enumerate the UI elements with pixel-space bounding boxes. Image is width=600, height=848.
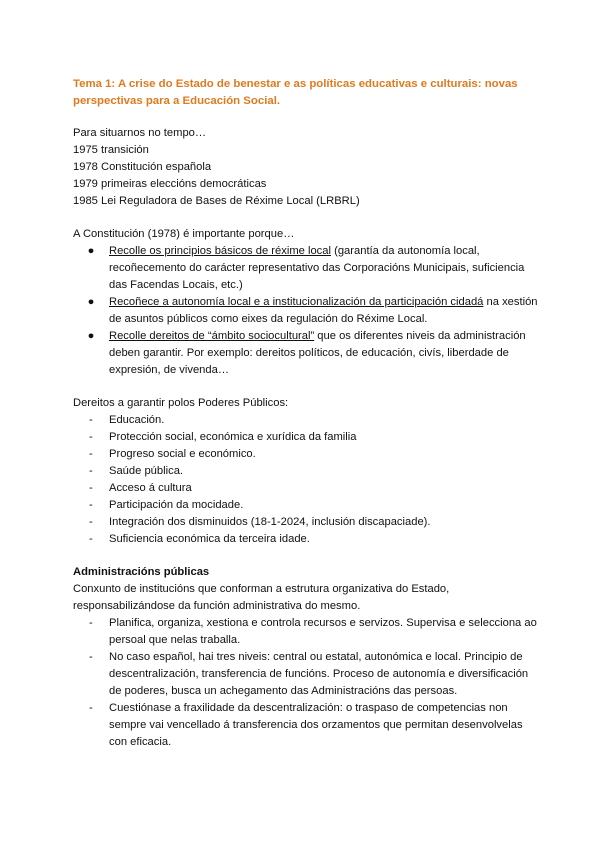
list-item	[87, 700, 537, 751]
timeline-item: 1975 transición	[73, 144, 149, 156]
bullet-text: na xestión de asuntos públicos como eixes da regulación do Réxime Local.	[109, 296, 538, 325]
list-item	[87, 429, 537, 446]
timeline-item: 1979 primeiras eleccións democráticas	[73, 178, 267, 190]
timeline-section	[73, 125, 533, 210]
list-item	[86, 243, 541, 294]
timeline-item: 1985 Lei Reguladora de Bases de Réxime Local (LRBRL)	[73, 195, 360, 207]
constitution-bullet-list	[86, 243, 541, 379]
admin-intro: Conxunto de institucións que conforman a estrutura organizativa do Estado, responsabilizándose da función administrativa do mesmo.	[73, 583, 450, 612]
bullet-icon: ●	[87, 330, 95, 342]
dash-icon: -	[89, 465, 93, 477]
list-item	[87, 412, 537, 429]
list-item-text: No caso español, hai tres niveis: central ou estatal, autonómica e local. Principio de descentralización, transferencia de funcións. Proceso de autonomía e diversificación de poderes, busca un achegamento das Administracións das persoas.	[109, 651, 529, 697]
dash-icon: -	[89, 448, 93, 460]
list-item	[86, 328, 541, 379]
admin-heading: Administracións públicas	[73, 566, 210, 578]
dash-icon: -	[89, 431, 93, 443]
list-item	[87, 514, 537, 531]
list-item-text: Suficiencia económica da terceira idade.	[109, 533, 310, 545]
dash-icon: -	[89, 651, 93, 663]
dash-icon: -	[89, 482, 93, 494]
bullet-underlined-text: Recolle os principios básicos de réxime local	[109, 245, 331, 257]
document-title: Tema 1: A crise do Estado de benestar e as políticas educativas e culturais: novas perspectivas para a Educación Social.	[73, 78, 518, 107]
bullet-text: que os diferentes niveis da administración deben garantir. Por exemplo: dereitos políticos, de educación, civís, liberdade de expresión, de vivenda…	[109, 330, 526, 376]
list-item	[86, 294, 541, 328]
dash-icon: -	[89, 516, 93, 528]
bullet-text: (garantía da autonomía local, recoñecemento do carácter representativo das Corporacións Municipais, suficiencia das Facendas Locais, etc.)	[109, 245, 525, 291]
bullet-underlined-text: Recoñece a autonomía local e a institucionalización da participación cidadá	[109, 296, 484, 308]
list-item	[87, 446, 537, 463]
rights-intro: Dereitos a garantir polos Poderes Públicos:	[73, 397, 289, 409]
dash-icon: -	[89, 499, 93, 511]
list-item	[87, 497, 537, 514]
rights-list	[87, 412, 537, 548]
bullet-icon: ●	[87, 296, 95, 308]
list-item-text: Educación.	[109, 414, 165, 426]
list-item-text: Integración dos disminuidos (18-1-2024, inclusión discapaciade).	[109, 516, 431, 528]
list-item-text: Participación da mocidade.	[109, 499, 244, 511]
dash-icon: -	[89, 533, 93, 545]
dash-icon: -	[89, 702, 93, 714]
list-item	[87, 649, 537, 700]
list-item	[87, 531, 537, 548]
list-item-text: Acceso á cultura	[109, 482, 192, 494]
bullet-icon: ●	[87, 245, 95, 257]
timeline-intro: Para situarnos no tempo…	[73, 127, 207, 139]
list-item-text: Protección social, económica e xurídica da familia	[109, 431, 357, 443]
list-item	[87, 615, 537, 649]
list-item-text: Saúde pública.	[109, 465, 184, 477]
list-item-text: Progreso social e económico.	[109, 448, 256, 460]
dash-icon: -	[89, 617, 93, 629]
timeline-item: 1978 Constitución española	[73, 161, 212, 173]
dash-icon: -	[89, 414, 93, 426]
list-item	[87, 463, 537, 480]
list-item-text: Cuestiónase a fraxilidade da descentralización: o traspaso de competencias non sempre vai vencellado á transferencia dos orzamentos que permitan desenvolvelas con eficacia.	[109, 702, 523, 748]
admin-list	[87, 615, 537, 751]
constitution-intro: A Constitución (1978) é importante porque…	[73, 228, 295, 240]
list-item	[87, 480, 537, 497]
bullet-underlined-text: Recolle dereitos de “ámbito sociocultural”	[109, 330, 315, 342]
list-item-text: Planifica, organiza, xestiona e controla recursos e servizos. Supervisa e selecciona ao persoal que nelas traballa.	[109, 617, 537, 646]
